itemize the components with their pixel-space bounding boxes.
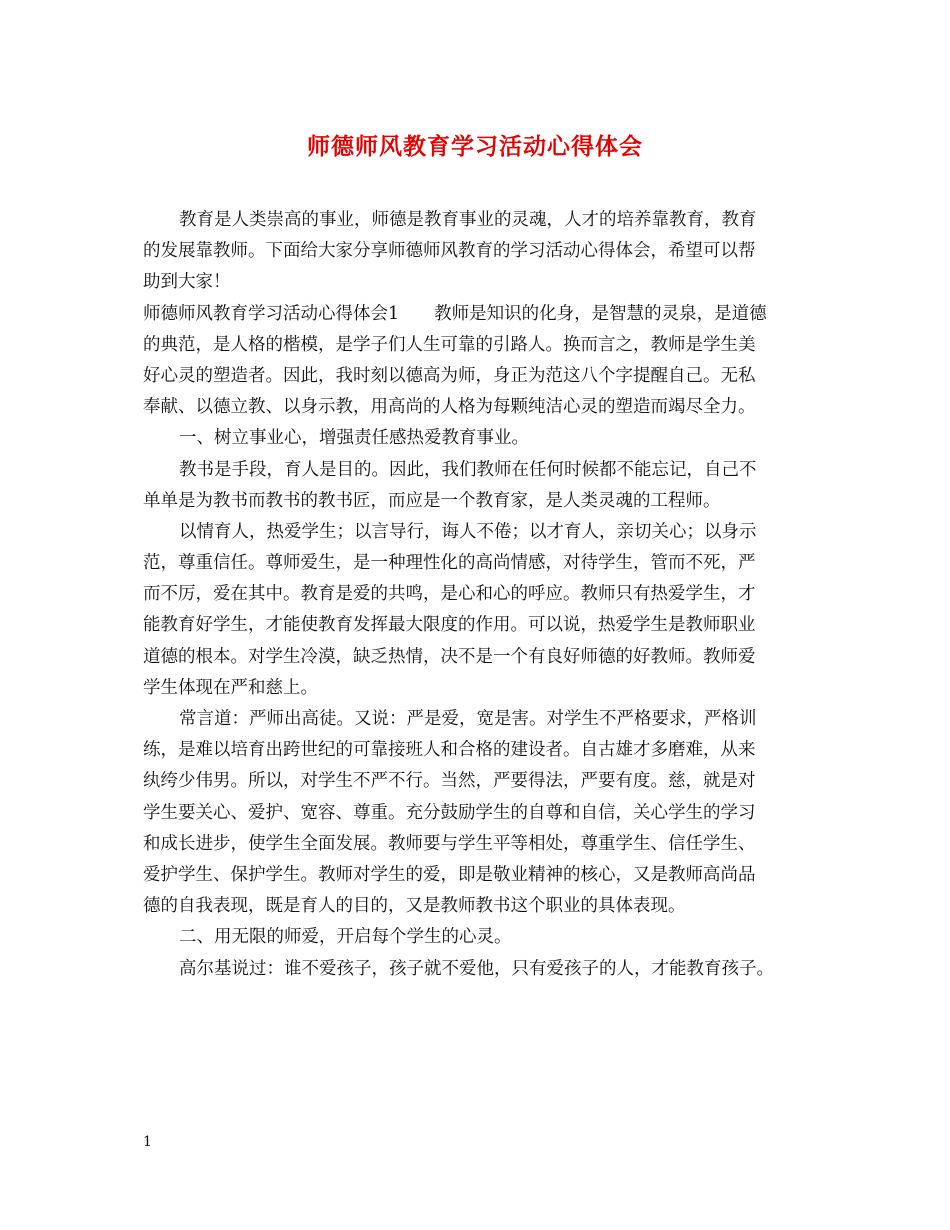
text-line: 德的自我表现，既是育人的目的，又是教师教书这个职业的具体表现。 (143, 896, 686, 917)
text-line: 好心灵的塑造者。因此，我时刻以德高为师，身正为范这八个字提醒自己。无私 (143, 365, 756, 386)
text-line: 师德师风教育学习活动心得体会1 教师是知识的化身，是智慧的灵泉，是道德 (143, 303, 767, 324)
text-line: 能教育好学生，才能使教育发挥最大限度的作用。可以说，热爱学生是教师职业 (143, 615, 756, 636)
section-heading: 一、树立事业心，增强责任感热爱教育事业。 (179, 428, 529, 449)
text-line: 和成长进步，使学生全面发展。教师要与学生平等相处，尊重学生、信任学生、 (143, 833, 756, 854)
text-line: 纨绔少伟男。所以，对学生不严不行。当然，严要得法，严要有度。慈，就是对 (143, 771, 756, 792)
text-line: 教书是手段，育人是目的。因此，我们教师在任何时候都不能忘记，自己不 (179, 459, 757, 480)
text-line: 爱护学生、保护学生。教师对学生的爱，即是敬业精神的核心，又是教师高尚品 (143, 864, 756, 885)
document-title: 师德师风教育学习活动心得体会 (307, 133, 643, 160)
text-line: 奉献、以德立教、以身示教，用高尚的人格为每颗纯洁心灵的塑造而竭尽全力。 (143, 397, 756, 418)
text-line: 单单是为教书而教书的教书匠，而应是一个教育家，是人类灵魂的工程师。 (143, 490, 721, 511)
text-line: 高尔基说过：谁不爱孩子，孩子就不爱他，只有爱孩子的人，才能教育孩子。 (179, 958, 774, 979)
text-line: 道德的根本。对学生冷漠，缺乏热情，决不是一个有良好师德的好教师。教师爱 (143, 646, 756, 667)
text-line: 教育是人类崇高的事业，师德是教育事业的灵魂，人才的培养靠教育，教育 (179, 210, 757, 230)
text-line: 学生体现在严和慈上。 (143, 677, 318, 698)
text-line: 的典范，是人格的楷模，是学子们人生可靠的引路人。换而言之，教师是学生美 (143, 334, 756, 355)
page-number: 1 (143, 1134, 152, 1150)
document-body (143, 205, 813, 985)
text-line: 范，尊重信任。尊师爱生，是一种理性化的高尚情感，对待学生，管而不死，严 (143, 553, 756, 574)
text-line: 而不厉，爱在其中。教育是爱的共鸣，是心和心的呼应。教师只有热爱学生，才 (143, 584, 756, 605)
text-line: 学生要关心、爱护、宽容、尊重。充分鼓励学生的自尊和自信，关心学生的学习 (143, 802, 756, 823)
text-line: 常言道：严师出高徒。又说：严是爱，宽是害。对学生不严格要求，严格训 (179, 709, 757, 729)
text-line: 以情育人，热爱学生；以言导行，诲人不倦；以才育人，亲切关心；以身示 (179, 521, 757, 542)
text-line: 的发展靠教师。下面给大家分享师德师风教育的学习活动心得体会，希望可以帮 (143, 241, 756, 262)
text-line: 助到大家！ (143, 272, 231, 293)
section-heading: 二、用无限的师爱，开启每个学生的心灵。 (179, 927, 512, 948)
text-line: 练，是难以培育出跨世纪的可靠接班人和合格的建设者。自古雄才多磨难，从来 (143, 740, 756, 761)
